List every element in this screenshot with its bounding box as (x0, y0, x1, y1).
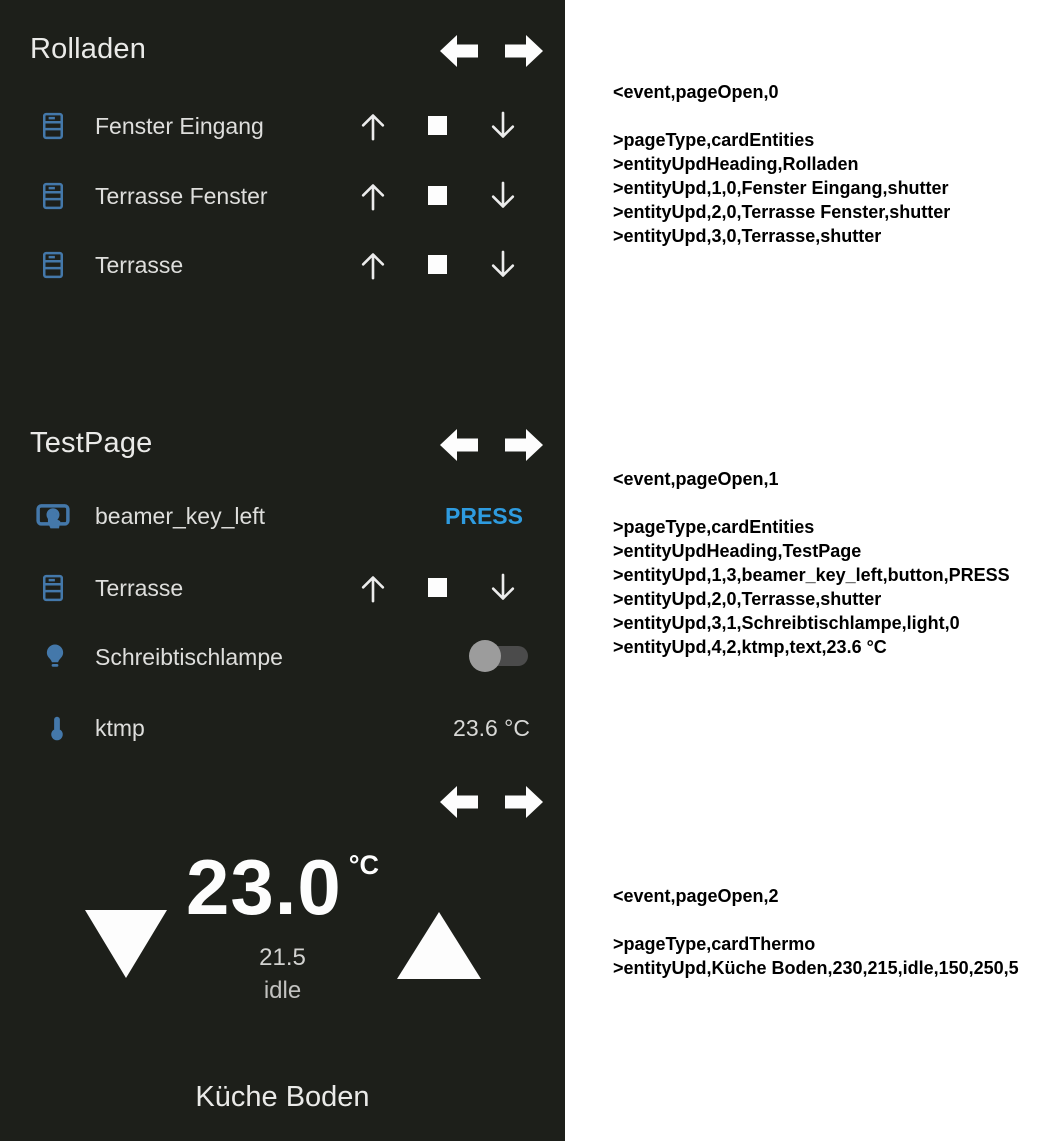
page-title: TestPage (30, 427, 153, 459)
window-shutter-icon (38, 250, 68, 280)
protocol-line (613, 104, 1041, 128)
shutter-stop-button[interactable] (428, 186, 447, 205)
nav-previous-button[interactable] (440, 786, 478, 818)
protocol-line: >pageType,cardEntities (613, 517, 815, 537)
protocol-line: >entityUpd,2,0,Terrasse Fenster,shutter (613, 202, 951, 222)
entity-label: Fenster Eingang (95, 113, 264, 139)
protocol-block-page1 (613, 467, 1041, 659)
temperature-unit: °C (348, 850, 380, 880)
protocol-block-page0 (613, 80, 1041, 248)
thermometer-icon (42, 713, 72, 743)
entity-label: Schreibtischlampe (95, 644, 283, 670)
shutter-down-button[interactable] (487, 248, 519, 282)
entity-row (0, 174, 565, 218)
page-title: Rolladen (30, 33, 147, 65)
thermostat-name: Küche Boden (195, 1081, 370, 1113)
entity-row (0, 706, 565, 750)
sensor-value: 23.6 °C (453, 715, 530, 741)
arrow-left-icon (440, 786, 478, 818)
protocol-line: >entityUpd,2,0,Terrasse,shutter (613, 589, 882, 609)
nav-previous-button[interactable] (440, 35, 478, 67)
shutter-up-button[interactable] (357, 109, 389, 143)
entity-label: ktmp (95, 715, 145, 741)
shutter-down-button[interactable] (487, 109, 519, 143)
nav-previous-button[interactable] (440, 429, 478, 461)
entity-row (0, 494, 565, 538)
protocol-line: >entityUpd,Küche Boden,230,215,idle,150,250,5 (613, 958, 1019, 978)
target-temperature: 21.5 (259, 944, 306, 971)
entity-row (0, 566, 565, 610)
nav-next-button[interactable] (505, 429, 543, 461)
current-temperature-value: 23.0 (185, 843, 342, 931)
shutter-stop-button[interactable] (428, 578, 447, 597)
nav-next-button[interactable] (505, 35, 543, 67)
hvac-state: idle (263, 977, 302, 1004)
arrow-right-icon (505, 429, 543, 461)
toggle-knob (469, 640, 501, 672)
shutter-down-button[interactable] (487, 179, 519, 213)
press-button[interactable]: PRESS (445, 503, 523, 529)
shutter-stop-button[interactable] (428, 255, 447, 274)
window-shutter-icon (38, 111, 68, 141)
gesture-tap-button-icon (34, 497, 72, 535)
entity-label: Terrasse (95, 575, 184, 601)
protocol-line: >entityUpd,4,2,ktmp,text,23.6 °C (613, 637, 887, 657)
protocol-line (613, 491, 1041, 515)
protocol-line: >entityUpdHeading,TestPage (613, 541, 862, 561)
nav-next-button[interactable] (505, 786, 543, 818)
entity-label: Terrasse Fenster (95, 183, 268, 209)
protocol-line: >pageType,cardEntities (613, 130, 815, 150)
shutter-down-button[interactable] (487, 571, 519, 605)
entity-label: beamer_key_left (95, 503, 266, 529)
protocol-block-page2 (613, 884, 1041, 980)
shutter-up-button[interactable] (357, 179, 389, 213)
shutter-up-button[interactable] (357, 571, 389, 605)
shutter-up-button[interactable] (357, 248, 389, 282)
protocol-line: >entityUpd,3,0,Terrasse,shutter (613, 226, 882, 246)
entity-row (0, 635, 565, 679)
arrow-left-icon (440, 35, 478, 67)
protocol-line: >pageType,cardThermo (613, 934, 816, 954)
arrow-right-icon (505, 786, 543, 818)
shutter-stop-button[interactable] (428, 116, 447, 135)
entity-label: Terrasse (95, 252, 184, 278)
protocol-line (613, 908, 1041, 932)
protocol-line: >entityUpd,1,0,Fenster Eingang,shutter (613, 178, 949, 198)
lightbulb-icon (40, 642, 70, 672)
entity-row (0, 243, 565, 287)
arrow-right-icon (505, 35, 543, 67)
arrow-left-icon (440, 429, 478, 461)
protocol-line: <event,pageOpen,0 (613, 82, 779, 102)
entity-row (0, 104, 565, 148)
protocol-line: >entityUpdHeading,Rolladen (613, 154, 859, 174)
protocol-line: >entityUpd,3,1,Schreibtischlampe,light,0 (613, 613, 960, 633)
protocol-line: <event,pageOpen,1 (613, 469, 779, 489)
protocol-line: <event,pageOpen,2 (613, 886, 779, 906)
light-toggle-switch[interactable] (469, 640, 528, 672)
window-shutter-icon (38, 573, 68, 603)
protocol-line: >entityUpd,1,3,beamer_key_left,button,PRESS (613, 565, 1010, 585)
window-shutter-icon (38, 181, 68, 211)
